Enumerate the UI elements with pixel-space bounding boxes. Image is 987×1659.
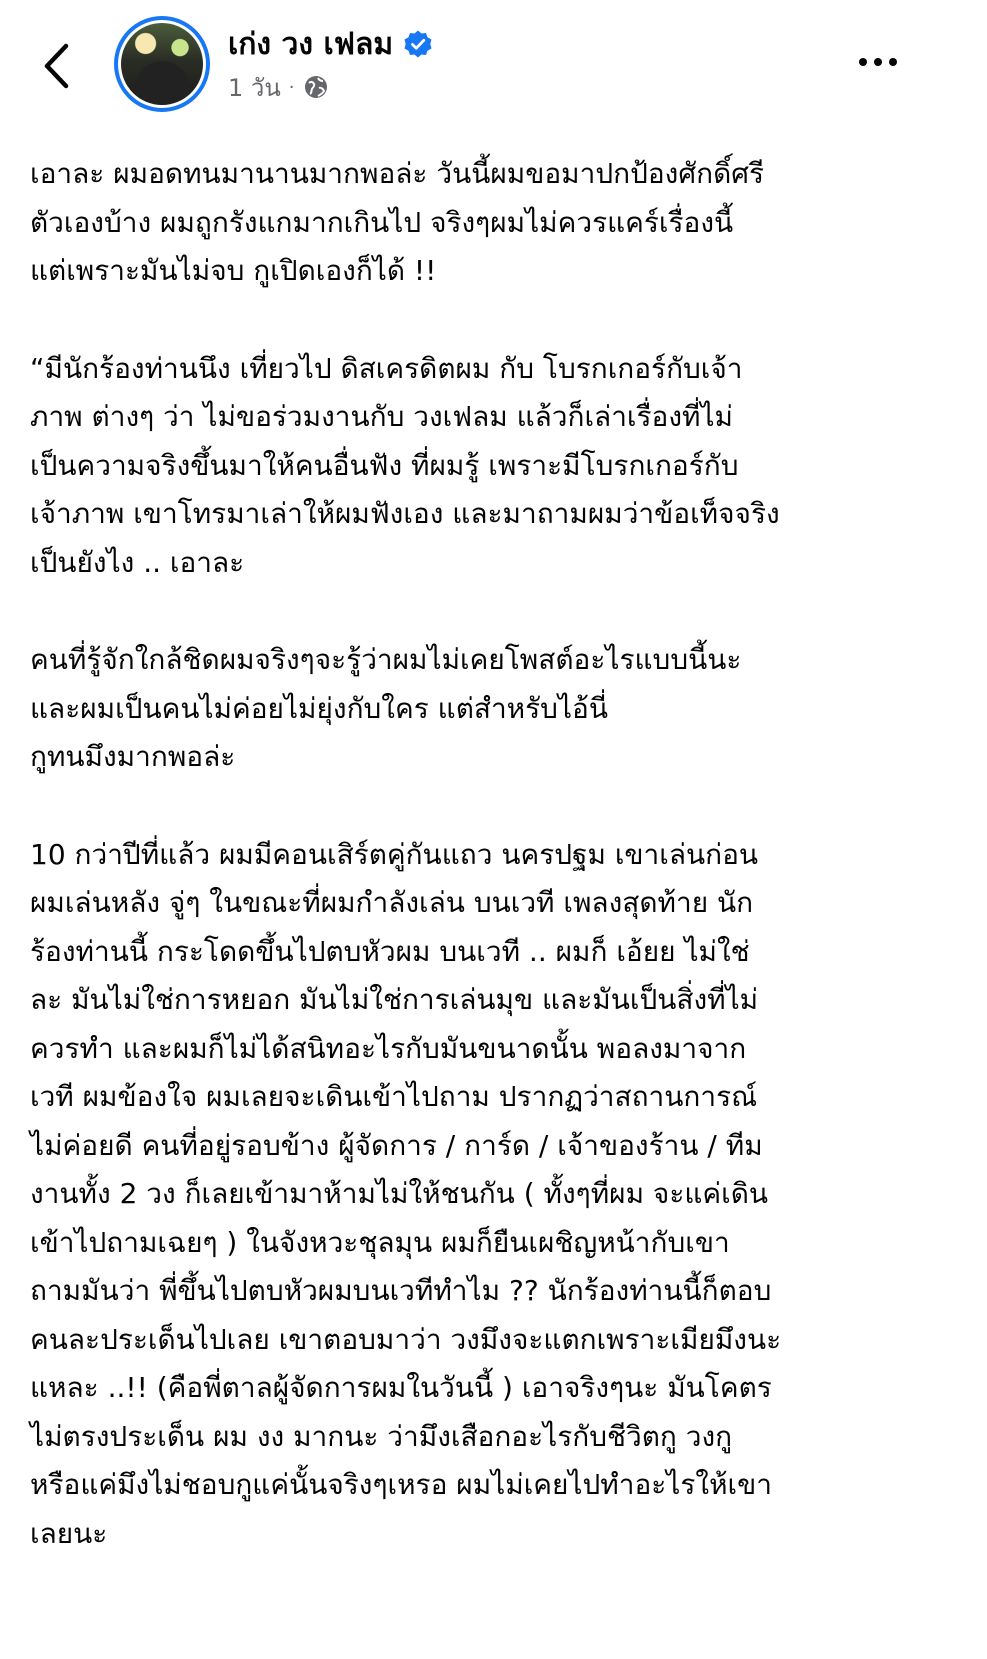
post-meta (228, 70, 329, 104)
post-timestamp[interactable]: 1 วัน (228, 73, 281, 102)
more-options-button[interactable] (850, 42, 906, 82)
author-avatar[interactable] (114, 16, 210, 112)
author-name-row (228, 22, 433, 66)
post-paragraph: 10 กว่าปีที่แล้ว ผมมีคอนเสิร์ตคู่กันแถว นครปฐม เขาเล่นก่อน ผมเล่นหลัง จู่ๆ ในขณะที่ผมกำลังเล่น บนเวที เพลงสุดท้าย นัก ร้องท่านนี้ กระโดดขึ้นไปตบหัวผม บนเวที .. ผมก็ เอ้ยย ไม่ใช่ ละ มันไม่ใช่การหยอก มันไม่ใช่การเล่นมุข และมันเป็นสิ่งที่ไม่ ควรทำ และผมก็ไม่ได้สนิทอะไรกับมันขนาดนั้น พอลงมาจาก เวที ผมข้องใจ ผมเลยจะเดินเข้าไปถาม ปรากฏว่าสถานการณ์ ไม่ค่อยดี คนที่อยู่รอบข้าง ผู้จัดการ / การ์ด / เจ้าของร้าน / ทีม งานทั้ง 2 วง ก็เลยเข้ามาห้ามไม่ให้ชนกัน ( ทั้งๆที่ผม จะแค่เดิน เข้าไปถามเฉยๆ ) ในจังหวะชุลมุน ผมก็ยืนเผชิญหน้ากับเขา ถามมันว่า พี่ขึ้นไปตบหัวผมบนเวทีทำไม ?? นักร้องท่านนี้ก็ตอบ คนละประเด็นไปเลย เขาตอบมาว่า วงมึงจะแตกเพราะเมียมึงนะ แหละ ..!! (คือพี่ตาลผู้จัดการผมในวันนี้ ) เอาจริงๆนะ มันโคตร ไม่ตรงประเด็น ผม งง มากนะ ว่ามึงเสือกอะไรกับชีวิตกู วงกู หรือแค่มึงไม่ชอบกูแค่นั้นจริงๆเหรอ ผมไม่เคยไปทำอะไรให้เขา เลยนะ (30, 837, 782, 1550)
post-header (0, 0, 987, 135)
post-paragraph: “มีนักร้องท่านนึง เที่ยวไป ดิสเครดิตผม กับ โบรกเกอร์กับเจ้า ภาพ ต่างๆ ว่า ไม่ขอร่วมงานกับ วงเฟลม แล้วก็เล่าเรื่องที่ไม่ เป็นความจริงขึ้นมาให้คนอื่นฟัง ที่ผมรู้ เพราะมีโบรกเกอร์กับ เจ้าภาพ เขาโทรมาเล่าให้ผมฟังเอง และมาถามผมว่าข้อเท็จจริง เป็นยังไง .. เอาละ (30, 351, 780, 579)
post-paragraph: เอาละ ผมอดทนมานานมากพอล่ะ วันนี้ผมขอมาปกป้องศักดิ์ศรี ตัวเองบ้าง ผมถูกรังแกมากเกินไป จริงๆผมไม่ควรแคร์เรื่องนี้ แต่เพราะมันไม่จบ กูเปิดเองก็ได้ !! (30, 157, 765, 287)
more-dot (874, 58, 882, 66)
verified-badge-icon (403, 29, 433, 59)
more-dot (859, 58, 867, 66)
more-dot (889, 58, 897, 66)
avatar-image (121, 23, 203, 105)
post-content (30, 150, 910, 1607)
post-paragraph: คนที่รู้จักใกล้ชิดผมจริงๆจะรู้ว่าผมไม่เคยโพสต์อะไรแบบนี้นะ และผมเป็นคนไม่ค่อยไม่ยุ่งกับใคร แต่สำหรับไอ้นี่ กูทนมึงมากพอล่ะ (30, 643, 742, 773)
meta-separator: · (288, 76, 295, 98)
back-button[interactable] (36, 40, 76, 92)
chevron-left-icon (42, 43, 70, 89)
globe-icon (303, 74, 329, 100)
author-name[interactable]: เก่ง วง เฟลม (228, 26, 394, 62)
